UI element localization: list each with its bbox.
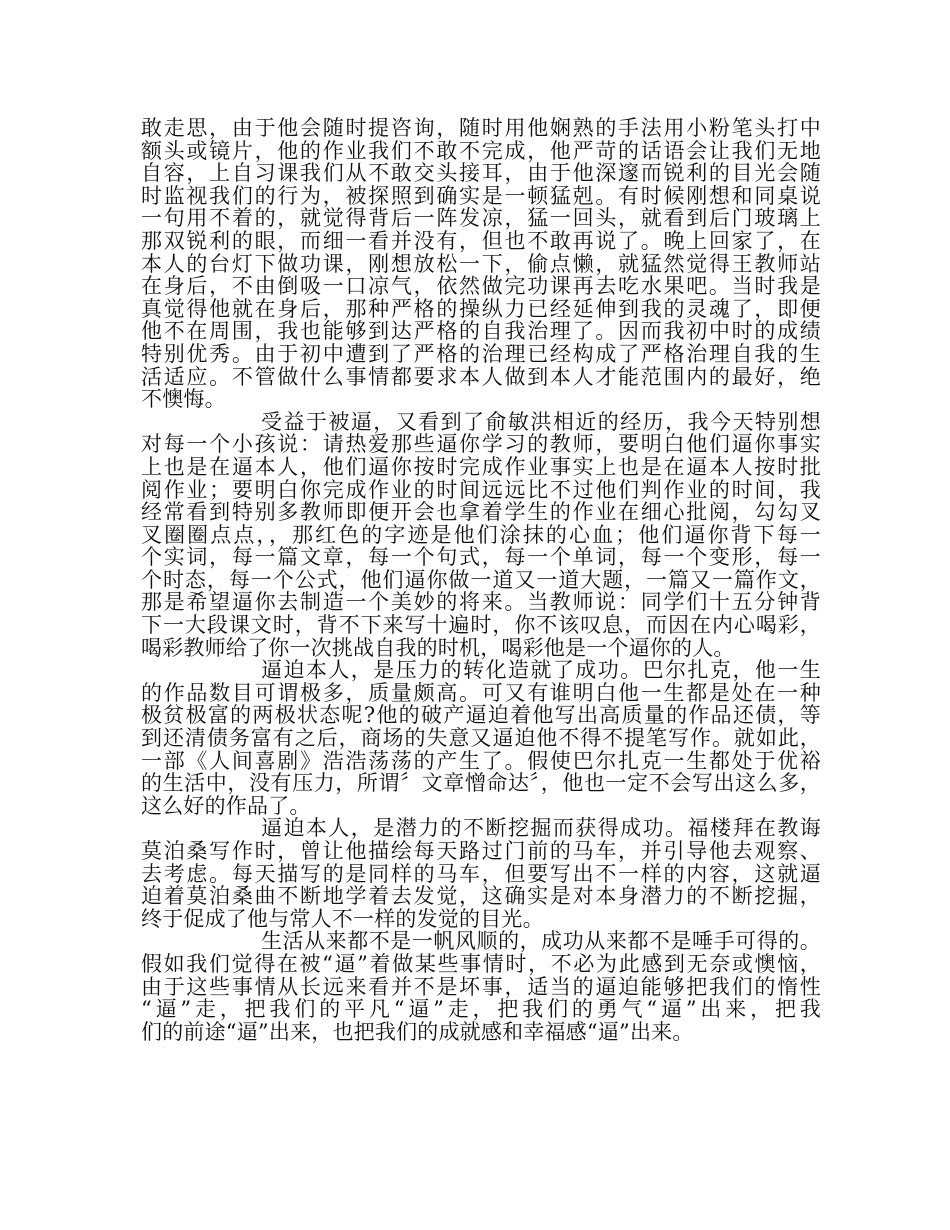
text-line: “逼”走，把我们的平凡“逼”走，把我们的勇气“逼”出来，把我 [141, 997, 821, 1022]
text-line: 对每一个小孩说：请热爱那些逼你学习的教师，要明白他们逼你事实 [141, 432, 821, 457]
text-line: 受益于被逼，又看到了俞敏洪相近的经历，我今天特别想 [261, 409, 821, 434]
text-line: 在身后，不由倒吸一口凉气，依然做完功课再去吃水果吧。当时我是 [141, 274, 821, 299]
text-line: 由于这些事情从长远来看并不是坏事，适当的逼迫能够把我们的惰性 [141, 974, 821, 999]
text-line: 终于促成了他与常人不一样的发觉的目光。 [141, 906, 544, 931]
text-line: 的作品数目可谓极多，质量颇高。可又有谁明白他一生都是处在一种 [141, 680, 821, 705]
text-line: 喝彩教师给了你一次挑战自我的时机，喝彩他是一个逼你的人。 [141, 635, 735, 660]
text-line: 一句用不着的，就觉得背后一阵发凉，猛一回头，就看到后门玻璃上 [141, 206, 821, 231]
text-line: 真觉得他就在身后，那种严格的操纵力已经延伸到我的灵魂了，即便 [141, 296, 821, 321]
text-line: 逼迫本人，是潜力的不断挖掘而获得成功。福楼拜在教诲 [261, 816, 821, 841]
text-line: 时监视我们的行为，被探照到确实是一顿猛剋。有时候刚想和同桌说 [141, 183, 821, 208]
text-line: 个时态，每一个公式，他们逼你做一道又一道大题，一篇又一篇作文， [141, 567, 821, 592]
text-line: 们的前途“逼”出来，也把我们的成就感和幸福感“逼”出来。 [141, 1019, 694, 1044]
text-line: 那双锐利的眼，而细一看并没有，但也不敢再说了。晚上回家了，在 [141, 228, 821, 253]
text-line: 的生活中，没有压力，所谓〞文章憎命达〞，他也一定不会写出这么多， [141, 771, 821, 796]
paragraph-p1 [141, 117, 821, 411]
text-line: 敢走思，由于他会随时提咨询，随时用他娴熟的手法用小粉笔头打中 [141, 116, 821, 140]
text-line: 莫泊桑写作时，曾让他描绘每天路过门前的马车，并引导他去观察、 [141, 839, 821, 863]
text-line: 迫着莫泊桑曲不断地学着去发觉，这确实是对本身潜力的不断挖掘， [141, 884, 821, 909]
text-line: 阅作业；要明白你完成作业的时间远远比不过他们判作业的时间，我 [141, 477, 821, 502]
text-line: 活适应。不管做什么事情都要求本人做到本人才能范围内的最好，绝 [141, 364, 821, 389]
text-line: 叉圈圈点点，，那红色的字迹是他们涂抹的心血；他们逼你背下每一 [141, 522, 821, 547]
text-line: 逼迫本人，是压力的转化造就了成功。巴尔扎克，他一生 [261, 658, 821, 683]
text-line: 到还清债务富有之后，商场的失意又逼迫他不得不提笔写作。就如此， [141, 726, 821, 751]
paragraph-p4 [141, 817, 821, 930]
paragraph-p2 [141, 411, 821, 660]
text-line: 自容，上自习课我们从不敢交头接耳，由于他深邃而锐利的目光会随 [141, 161, 821, 186]
text-line: 经常看到特别多教师即便开会也拿着学生的作业在细心批阅，勾勾叉 [141, 500, 821, 525]
paragraph-p5 [141, 930, 821, 1043]
body-text [141, 117, 821, 1043]
text-line: 生活从来都不是一帆风顺的，成功从来都不是唾手可得的。 [261, 929, 821, 954]
text-line: 这么好的作品了。 [141, 793, 311, 818]
text-line: 个实词，每一篇文章，每一个句式，每一个单词，每一个变形，每一 [141, 545, 821, 570]
text-line: 不懊悔。 [141, 387, 226, 412]
text-line: 一部《人间喜剧》浩浩荡荡的产生了。假使巴尔扎克一生都处于优裕 [141, 748, 821, 773]
text-line: 去考虑。每天描写的是同样的马车，但要写出不一样的内容，这就逼 [141, 861, 821, 886]
paragraph-p3 [141, 659, 821, 817]
text-line: 那是希望逼你去制造一个美妙的将来。当教师说：同学们十五分钟背 [141, 590, 821, 615]
text-line: 本人的台灯下做功课，刚想放松一下，偷点懒，就猛然觉得王教师站 [141, 251, 821, 276]
text-line: 上也是在逼本人，他们逼你按时完成作业事实上也是在逼本人按时批 [141, 454, 821, 479]
text-line: 下一大段课文时，背不下来写十遍时，你不该叹息，而因在内心喝彩， [141, 613, 821, 638]
text-line: 他不在周围，我也能够到达严格的自我治理了。因而我初中时的成绩 [141, 319, 821, 344]
text-line: 极贫极富的两极状态呢?他的破产逼迫着他写出高质量的作品还债，等 [141, 703, 821, 728]
text-line: 假如我们觉得在被“逼”着做某些事情时，不必为此感到无奈或懊恼， [141, 951, 821, 976]
text-line: 特别优秀。由于初中遭到了严格的治理已经构成了严格治理自我的生 [141, 341, 821, 366]
text-line: 额头或镜片，他的作业我们不敢不完成，他严苛的话语会让我们无地 [141, 138, 821, 163]
